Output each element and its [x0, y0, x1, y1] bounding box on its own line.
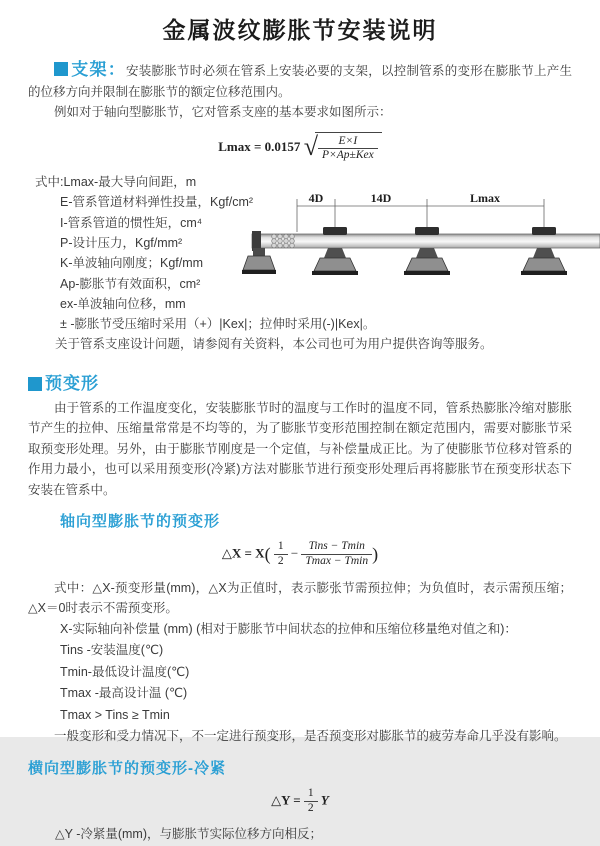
- radical-sign: √: [303, 132, 318, 162]
- open-paren: (: [264, 544, 271, 565]
- delta-x-formula: [0, 540, 600, 569]
- var-line: Tmax > Tins ≥ Tmin: [60, 707, 170, 722]
- var-line: Tmax -最高设计温 (℃): [60, 686, 188, 701]
- minus-sign: −: [290, 545, 299, 561]
- lmax-formula-numerator: E×I: [318, 135, 378, 150]
- dx-explain-text: 式中：△X-预变形量(mm)，△X为正值时，表示膨张节需预拉伸；为负值时，表示需预压缩；△X＝0时表示不需预变形。: [28, 580, 572, 616]
- section-heading-predeform: [0, 369, 600, 394]
- support-example-text: 例如对于轴向型膨胀节，它对管系支座的基本要求如图所示：: [54, 105, 392, 119]
- var-line: Tmin-最低设计温度(℃): [60, 664, 190, 679]
- dim-label-4d: 4D: [308, 191, 324, 205]
- def-line: I-管系管道的惯性矩，cm⁴: [60, 215, 203, 230]
- dx-frac1-num: 1: [274, 540, 288, 555]
- def-line: ± -膨胀节受压缩时采用（+）|Kex|；拉伸时采用(-)|Kex|。: [60, 317, 376, 332]
- predeform-heading-text: 预变形: [45, 373, 99, 393]
- lmax-formula-lhs: Lmax = 0.0157: [218, 138, 301, 154]
- dy-formula-rhs: Y: [320, 792, 329, 808]
- dy-formula-lhs: △Y =: [271, 792, 301, 808]
- pipe: [252, 234, 600, 248]
- support-intro-text: 安装膨胀节时必须在管系上安装必要的支架，以控制管系的变形在膨胀节上产生的位移方向并限制在膨胀节的额定位移范围内。: [28, 64, 572, 99]
- blue-square-icon: [54, 62, 68, 76]
- def-line: K-单波轴向刚度；Kgf/mm: [60, 256, 204, 271]
- dy-frac-num: 1: [304, 787, 318, 802]
- pipe-support-diagram: [252, 190, 600, 286]
- dim-label-lmax: Lmax: [470, 191, 500, 205]
- dx-frac2-den: Tmax − Tmin: [305, 555, 369, 568]
- service-note: 关于管系支座设计问题，请参阅有关资料，本公司也可为用户提供咨询等服务。: [55, 337, 493, 352]
- page-title: 金属波纹膨胀节安装说明: [162, 17, 438, 43]
- delta-y-formula: [0, 787, 600, 816]
- dim-label-14d: 14D: [370, 191, 392, 205]
- close-paren: ): [372, 544, 379, 565]
- axial-note-text: 一般变形和受力情况下，不一定进行预变形，是否预变形对膨胀节的疲劳寿命几乎没有影响。: [54, 729, 567, 744]
- def-line: 式中:Lmax-最大导向间距，m: [35, 175, 197, 190]
- subheading-axial-predeform: 轴向型膨胀节的预变形: [60, 513, 221, 531]
- lmax-formula: [0, 132, 600, 164]
- predeform-body-text: 由于管系的工作温度变化，安装膨胀节时的温度与工作时的温度不同，管系热膨胀冷缩对膨胀节产生的拉伸、压缩量常常是不均等的，为了膨胀节变形范围控制在额定范围内，需要对膨胀节采取预变形处理。另外，由于膨胀节刚度是一个定值，与补偿量成正比。为了使膨胀节位移对管系的作用力最小，也可以采用预变形(冷紧)方法对膨胀节进行预变形处理后再将膨胀节在预变形状态下安装在管系中。: [28, 400, 572, 497]
- dy-frac-den: 2: [307, 801, 314, 814]
- def-line: ex-单波轴向位移，mm: [60, 296, 186, 311]
- dx-frac2-num: Tins − Tmin: [301, 540, 372, 555]
- support-intro-paragraph: [0, 60, 600, 102]
- blue-square-icon: [28, 377, 42, 391]
- axial-variable-list: [0, 619, 600, 727]
- var-line: Tins -安装温度(℃): [60, 643, 164, 658]
- def-line: E-管系管道材料弹性投量，Kgf/cm²: [60, 195, 254, 210]
- var-line: X-实际轴向补偿量 (mm) (相对于膨胀节中间状态的拉伸和压缩位移量绝对值之和)：: [60, 621, 517, 636]
- lmax-formula-denominator: P×Ap±Kex: [321, 149, 374, 162]
- def-line: P-设计压力，Kgf/mm²: [60, 235, 183, 250]
- dx-frac1-den: 2: [277, 555, 284, 568]
- subheading-lateral-predeform: 横向型膨胀节的预变形-冷紧: [28, 759, 226, 777]
- dx-formula-lhs: △X = X: [221, 545, 265, 561]
- section-heading-support: 支架：: [71, 60, 126, 79]
- def-line: Ap-膨胀节有效面积，cm²: [60, 276, 201, 291]
- lateral-variable-line: △Y -冷紧量(mm)，与膨胀节实际位移方向相反；: [55, 827, 323, 842]
